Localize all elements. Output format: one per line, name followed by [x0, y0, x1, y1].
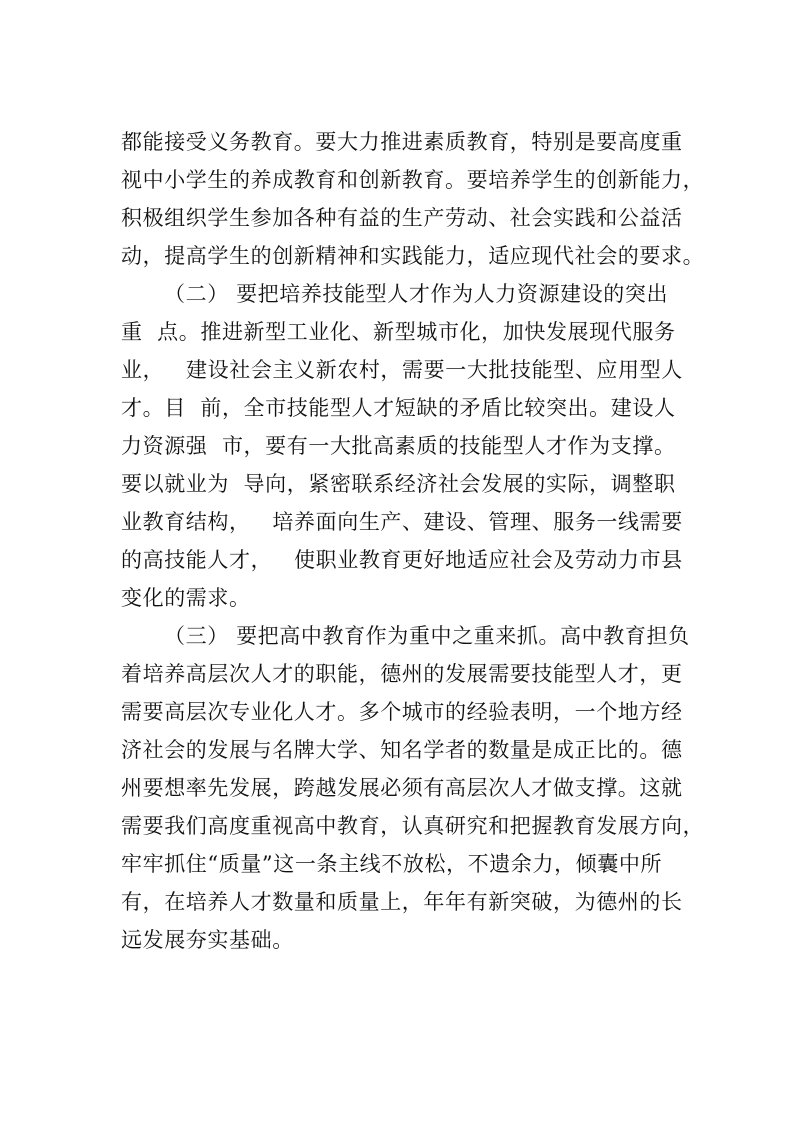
text-line: 州要想率先发展，跨越发展必须有高层次人才做支撑。这就 [121, 776, 683, 800]
text-line: 需要我们高度重视高中教育，认真研究和把握教育发展方向， [121, 814, 705, 838]
text-line: 才。目 前，全市技能型人才短缺的矛盾比较突出。建设人 [121, 396, 676, 420]
text-line: 动，提高学生的创新精神和实践能力，适应现代社会的要求。 [121, 244, 705, 268]
text-line: 重 点。推进新型工业化、新型城市化，加快发展现代服务 [121, 320, 676, 344]
text-line: 业， 建设社会主义新农村，需要一大批技能型、应用型人 [121, 358, 683, 382]
text-line: 有，在培养人才数量和质量上，年年有新突破，为德州的长 [121, 890, 683, 914]
text-line: 都能接受义务教育。要大力推进素质教育，特别是要高度重 [121, 130, 683, 154]
section-heading-line: （三） 要把高中教育作为重中之重来抓。高中教育担负 [164, 624, 690, 648]
text-line: 变化的需求。 [121, 586, 251, 610]
text-line: 积极组织学生参加各种有益的生产劳动、社会实践和公益活 [121, 206, 683, 230]
text-line: 业教育结构， 培养面向生产、建设、管理、服务一线需要 [121, 510, 683, 534]
text-line: 要以就业为 导向，紧密联系经济社会发展的实际，调整职 [121, 472, 676, 496]
text-line: 远发展夯实基础。 [121, 928, 294, 952]
text-line: 需要高层次专业化人才。多个城市的经验表明，一个地方经 [121, 700, 683, 724]
text-line: 视中小学生的养成教育和创新教育。要培养学生的创新能力， [121, 168, 705, 192]
text-line: 牢牢抓住“质量”这一条主线不放松，不遗余力，倾囊中所 [121, 852, 663, 876]
text-line: 济社会的发展与名牌大学、知名学者的数量是成正比的。德 [121, 738, 683, 762]
text-line: 的高技能人才， 使职业教育更好地适应社会及劳动力市县 [121, 548, 683, 572]
text-line: 力资源强 市，要有一大批高素质的技能型人才作为支撑。 [121, 434, 676, 458]
section-heading-line: （二） 要把培养技能型人才作为人力资源建设的突出 [164, 282, 669, 306]
text-line: 着培养高层次人才的职能，德州的发展需要技能型人才，更 [121, 662, 683, 686]
